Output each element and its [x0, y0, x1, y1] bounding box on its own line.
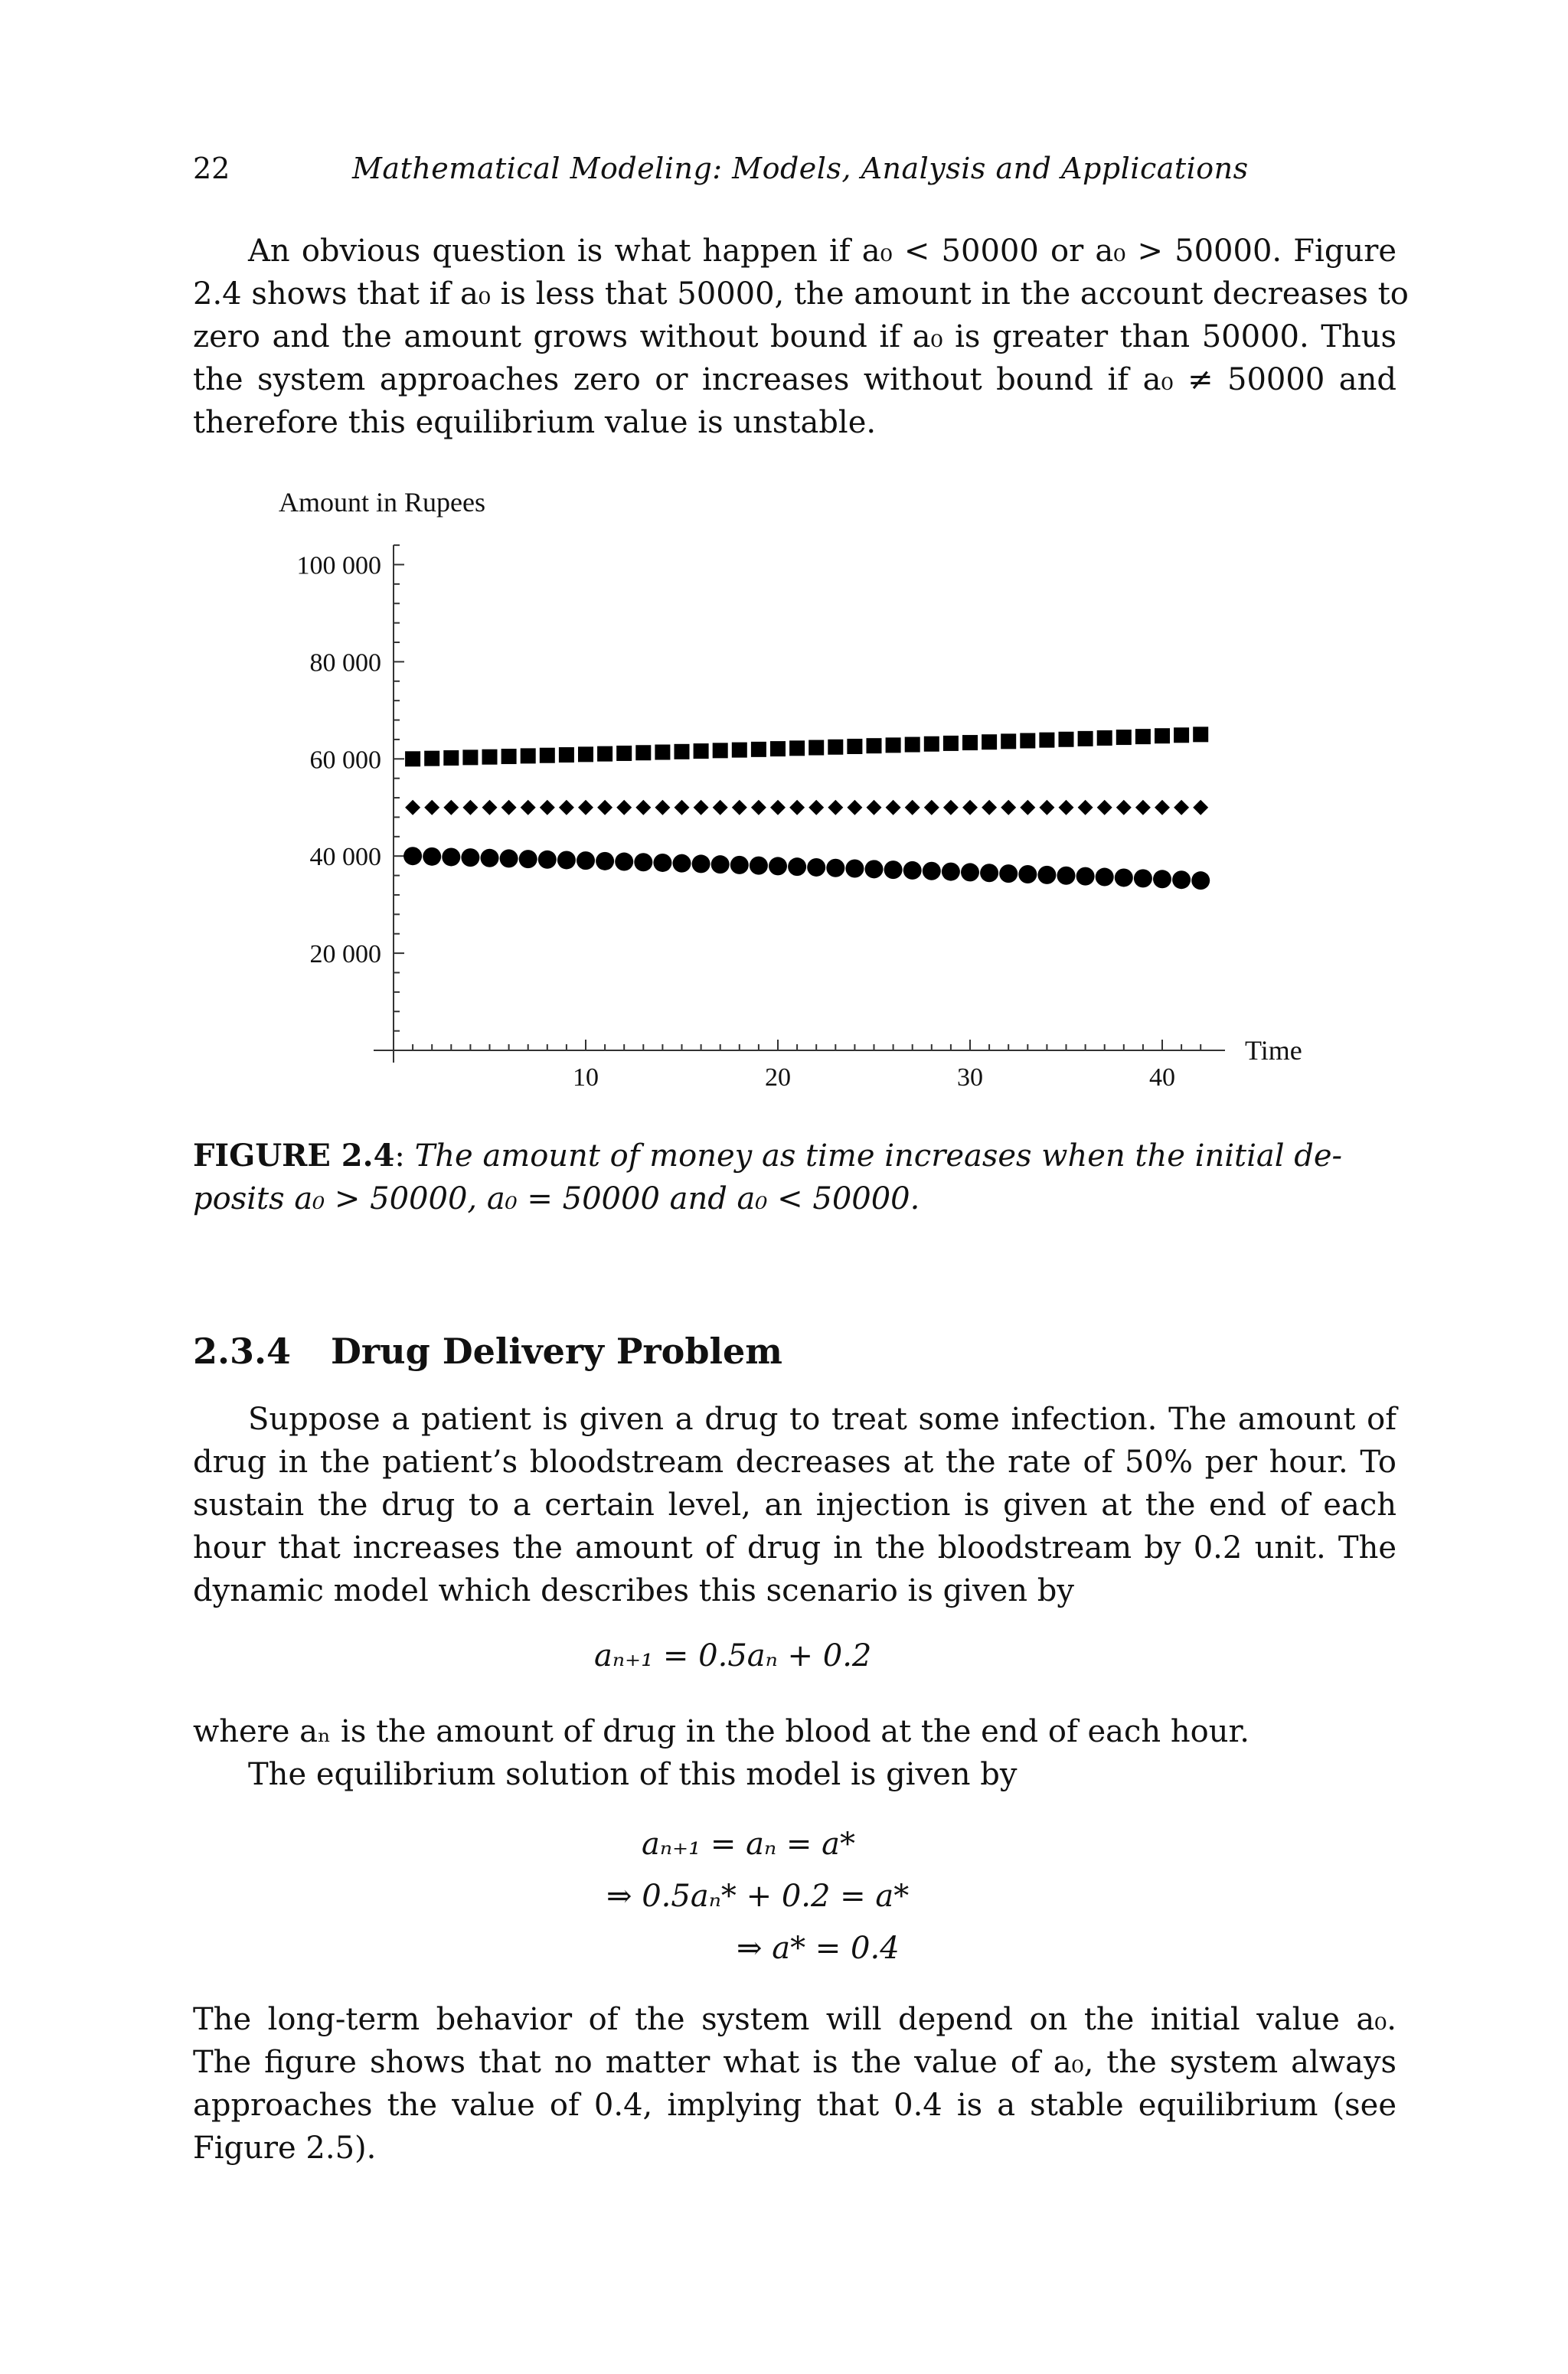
circle-marker	[461, 848, 479, 867]
square-marker	[808, 740, 824, 756]
drug-line-4: hour that increases the amount of drug in the bloodstream by 0.2 unit. The	[193, 1530, 1396, 1566]
circle-marker	[1115, 868, 1133, 887]
square-marker	[405, 751, 420, 766]
diamond-marker	[828, 800, 843, 815]
drug-paragraph	[193, 1398, 1396, 1612]
intro-line-5: therefore this equilibrium value is unstable.	[193, 405, 877, 440]
diamond-marker	[1078, 800, 1093, 815]
square-marker	[828, 740, 843, 755]
square-marker	[559, 747, 574, 762]
square-marker	[1039, 733, 1054, 748]
square-marker	[694, 743, 709, 759]
circle-marker	[1172, 870, 1191, 889]
circle-marker	[923, 862, 941, 880]
circle-marker	[884, 860, 903, 879]
equilibrium-intro: The equilibrium solution of this model is given by	[248, 1757, 1018, 1792]
equilibrium-eq-1: aₙ₊₁ = aₙ = a*	[642, 1827, 856, 1862]
circle-marker	[500, 849, 518, 867]
closing-line-3: approaches the value of 0.4, implying that 0.4 is a stable equilibrium (see	[193, 2088, 1396, 2123]
diamond-marker	[521, 800, 536, 815]
diamond-marker	[808, 800, 824, 815]
circle-marker	[1096, 868, 1114, 887]
circle-marker	[807, 858, 825, 877]
x-tick-label: 30	[957, 1063, 983, 1092]
where-paragraph	[193, 1710, 1396, 1796]
circle-marker	[673, 854, 691, 873]
circle-marker	[942, 863, 960, 881]
diamond-marker	[655, 800, 670, 815]
square-marker	[501, 749, 517, 764]
x-tick-label: 10	[573, 1063, 599, 1092]
square-marker	[443, 750, 459, 766]
diamond-marker	[540, 800, 555, 815]
circle-marker	[519, 850, 537, 868]
circle-marker	[1134, 869, 1152, 887]
circle-marker	[845, 860, 864, 878]
circle-marker	[557, 851, 576, 869]
diamond-marker	[1155, 800, 1170, 815]
figure-caption	[193, 1135, 1396, 1220]
axes-layer	[297, 545, 1226, 1092]
intro-line-3: zero and the amount grows without bound if a₀ is greater than 50000. Thus	[193, 319, 1396, 354]
circle-marker	[481, 849, 499, 867]
circle-marker	[1191, 871, 1210, 890]
where-line: where aₙ is the amount of drug in the blood at the end of each hour.	[193, 1714, 1250, 1749]
closing-line-4: Figure 2.5).	[193, 2131, 377, 2166]
square-marker	[1097, 730, 1112, 746]
square-marker	[597, 746, 612, 762]
diamond-marker	[443, 800, 459, 815]
circle-marker	[653, 854, 671, 872]
diamond-marker	[482, 800, 498, 815]
square-marker	[751, 742, 766, 757]
circle-marker	[865, 860, 884, 878]
circle-marker	[442, 847, 460, 866]
x-tick-label: 20	[765, 1063, 791, 1092]
y-tick-label: 20 000	[309, 940, 381, 969]
circle-marker	[403, 847, 422, 865]
diamond-marker	[1097, 800, 1112, 815]
intro-line-4: the system approaches zero or increases without bound if a₀ ≠ 50000 and	[193, 362, 1396, 397]
diamond-marker	[1193, 800, 1208, 815]
equilibrium-eq-2: ⇒ 0.5aₙ* + 0.2 = a*	[606, 1879, 910, 1914]
diamond-marker	[713, 800, 728, 815]
square-marker	[789, 740, 805, 756]
square-marker	[1174, 727, 1189, 743]
closing-line-1: The long-term behavior of the system will depend on the initial value a₀.	[193, 2002, 1396, 2037]
square-marker	[462, 749, 478, 765]
circle-marker	[577, 851, 595, 870]
page-number: 22	[193, 152, 230, 185]
diamond-marker	[905, 800, 920, 815]
diamond-marker	[694, 800, 709, 815]
diamond-marker	[675, 800, 690, 815]
diamond-marker	[1116, 800, 1132, 815]
drug-line-3: sustain the drug to a certain level, an injection is given at the end of each	[193, 1487, 1396, 1523]
circle-marker	[1018, 865, 1037, 883]
diamond-marker	[962, 800, 978, 815]
intro-line-2: 2.4 shows that if a₀ is less that 50000, the amount in the account decreases to	[193, 276, 1409, 312]
square-marker	[1059, 732, 1074, 747]
square-marker	[924, 736, 939, 752]
square-marker	[675, 744, 690, 759]
diamond-marker	[635, 800, 651, 815]
diamond-marker	[789, 800, 805, 815]
y-tick-label: 80 000	[309, 648, 381, 678]
circle-marker	[1153, 870, 1171, 888]
y-axis-label: Amount in Rupees	[279, 487, 485, 518]
model-equation: aₙ₊₁ = 0.5aₙ + 0.2	[594, 1638, 872, 1674]
diamond-marker	[1174, 800, 1189, 815]
circle-marker	[1057, 867, 1076, 885]
diamond-marker	[578, 800, 593, 815]
circle-marker	[1037, 866, 1056, 884]
diamond-marker	[886, 800, 901, 815]
equilibrium-eq-3: ⇒ a* = 0.4	[737, 1931, 900, 1966]
diamond-marker	[424, 800, 439, 815]
square-marker	[886, 737, 901, 753]
intro-line-1: An obvious question is what happen if a₀ < 50000 or a₀ > 50000. Figure	[248, 233, 1396, 269]
diamond-marker	[924, 800, 939, 815]
diamond-marker	[1039, 800, 1054, 815]
square-marker	[713, 743, 728, 758]
caption-line-1: FIGURE 2.4: The amount of money as time increases when the initial de-	[193, 1138, 1343, 1174]
x-tick-label: 40	[1149, 1063, 1175, 1092]
marks-layer	[403, 727, 1210, 890]
diamond-marker	[597, 800, 612, 815]
circle-marker	[769, 857, 787, 875]
diamond-marker	[1001, 800, 1016, 815]
circle-marker	[692, 854, 710, 873]
square-marker	[847, 739, 862, 754]
square-marker	[1193, 727, 1208, 742]
caption-text-2: posits a₀ > 50000, a₀ = 50000 and a₀ < 50000.	[193, 1181, 920, 1216]
diamond-marker	[943, 800, 959, 815]
square-marker	[482, 749, 498, 765]
diamond-marker	[847, 800, 862, 815]
drug-line-1: Suppose a patient is given a drug to treat some infection. The amount of	[248, 1402, 1396, 1437]
circle-marker	[615, 853, 633, 871]
square-marker	[770, 741, 786, 756]
diamond-marker	[770, 800, 786, 815]
circle-marker	[538, 851, 557, 869]
section-title: Drug Delivery Problem	[331, 1331, 782, 1372]
diamond-marker	[982, 800, 997, 815]
diamond-marker	[405, 800, 420, 815]
intro-paragraph	[193, 230, 1409, 444]
square-marker	[867, 738, 882, 753]
circle-marker	[826, 859, 844, 877]
square-marker	[424, 751, 439, 766]
circle-marker	[423, 847, 441, 866]
square-marker	[1078, 731, 1093, 746]
square-marker	[905, 737, 920, 753]
square-marker	[616, 746, 632, 761]
diamond-marker	[732, 800, 747, 815]
running-title: Mathematical Modeling: Models, Analysis and Applications	[352, 152, 1249, 185]
y-tick-label: 60 000	[309, 746, 381, 775]
circle-marker	[999, 864, 1018, 883]
diamond-marker	[1135, 800, 1151, 815]
square-marker	[1116, 730, 1132, 745]
diamond-marker	[559, 800, 574, 815]
caption-line-2	[193, 1177, 1396, 1220]
caption-text-1: The amount of money as time increases when the initial de-	[414, 1138, 1343, 1174]
diamond-marker	[501, 800, 517, 815]
diamond-marker	[867, 800, 882, 815]
square-marker	[540, 748, 555, 763]
diamond-marker	[616, 800, 632, 815]
section-number: 2.3.4	[193, 1331, 292, 1372]
diamond-marker	[462, 800, 478, 815]
square-marker	[732, 743, 747, 758]
square-marker	[1155, 728, 1170, 743]
circle-marker	[711, 855, 730, 874]
circle-marker	[961, 863, 979, 881]
diamond-marker	[751, 800, 766, 815]
section-heading	[193, 1331, 782, 1372]
square-marker	[962, 735, 978, 750]
square-marker	[578, 746, 593, 762]
diamond-marker	[1020, 800, 1035, 815]
square-marker	[521, 748, 536, 763]
square-marker	[655, 745, 670, 760]
circle-marker	[903, 861, 922, 880]
square-marker	[1001, 733, 1016, 749]
square-marker	[635, 745, 651, 760]
y-tick-label: 100 000	[296, 551, 381, 580]
square-marker	[943, 736, 959, 751]
circle-marker	[634, 853, 652, 871]
circle-marker	[750, 857, 768, 875]
circle-marker	[730, 856, 749, 874]
square-marker	[1020, 733, 1035, 749]
closing-paragraph	[193, 1998, 1396, 2170]
square-marker	[1135, 729, 1151, 744]
circle-marker	[980, 864, 998, 882]
square-marker	[982, 734, 997, 749]
y-tick-label: 40 000	[309, 843, 381, 872]
drug-line-5: dynamic model which describes this scenario is given by	[193, 1573, 1074, 1608]
diamond-marker	[1059, 800, 1074, 815]
circle-marker	[596, 852, 614, 870]
circle-marker	[788, 857, 806, 876]
drug-line-2: drug in the patient’s bloodstream decreases at the rate of 50% per hour. To	[193, 1445, 1396, 1480]
caption-label: FIGURE 2.4	[193, 1138, 395, 1174]
x-axis-label: Time	[1245, 1035, 1302, 1066]
circle-marker	[1076, 867, 1095, 886]
closing-line-2: The figure shows that no matter what is the value of a₀, the system always	[193, 2045, 1396, 2080]
